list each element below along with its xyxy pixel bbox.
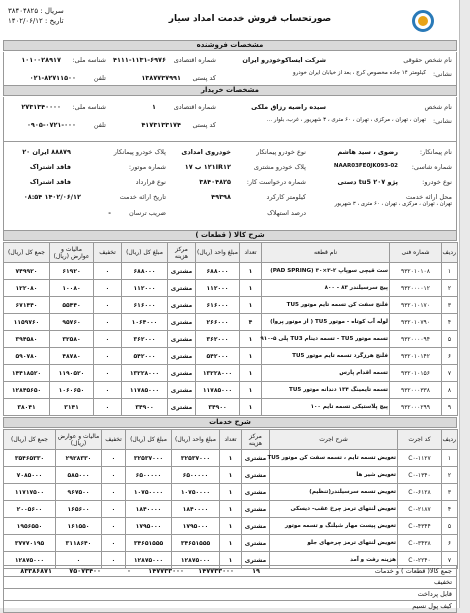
column-header: تعداد (240, 243, 262, 263)
table-cell: ۹۳۲۰۰۰۰۹۴ (390, 331, 442, 348)
table-cell: ست قیچی سوپاپ ۲-۳×۳۰ (PAD SPRING) (262, 263, 390, 280)
table-cell: ۰ (94, 263, 122, 280)
seller-postal-value: ۱۳۸۷۷۳۷۹۹۱ (141, 74, 181, 82)
table-cell: ۳۱۱۸۶۴۰ (56, 535, 102, 552)
table-row (4, 280, 458, 297)
table-cell: هزینه رفت و آمد (270, 552, 398, 569)
table-cell: ۱ (220, 552, 242, 569)
table-cell: C۰-۱۱۲۷ (398, 450, 442, 467)
table-cell: ۶۵۰۰۰۰۰ (172, 467, 220, 484)
column-header: مبلغ کل (ریال) (122, 243, 168, 263)
totals-grand: ۸۳۳۸۶۸۷۱ (20, 567, 52, 575)
table-cell: ۱۹۵۶۵۵۰ (4, 518, 56, 535)
table-row (4, 263, 458, 280)
table-cell: ۷۴۹۹۲۰ (4, 263, 50, 280)
table-cell: ۰ (102, 518, 126, 535)
column-header: جمع کل (ریال) (4, 430, 56, 450)
table-cell: ۱۳۲۲۸۰۰۰ (196, 365, 240, 382)
table-cell: ۱۲۲۰۸۰ (4, 280, 50, 297)
table-cell: ۱۳۲۲۸۰۰۰ (122, 365, 168, 382)
column-header: جمع کل (ریال) (4, 243, 50, 263)
table-cell: ۰ (94, 297, 122, 314)
table-cell: ۵۵۴۴۰ (50, 297, 94, 314)
table-row (4, 484, 458, 501)
table-cell: مشتری (168, 382, 196, 399)
parts-header-row (4, 243, 458, 263)
buyer-phone-label: تلفن (93, 121, 106, 129)
table-cell: C۰-۴۳۴۴ (398, 518, 442, 535)
table-cell: ۱۲۸۷۵۰۰۰ (4, 552, 56, 569)
table-cell: ۱۱۲۰۰۰ (196, 280, 240, 297)
seller-postal-label: کد پستی (192, 74, 216, 82)
column-header: مالیات و عوارض (ریال) (56, 430, 102, 450)
table-cell: ۰ (56, 552, 102, 569)
table-cell: تعویض شیر ها (270, 467, 398, 484)
column-header: شماره فنی (390, 243, 442, 263)
table-cell: ۱ (240, 280, 262, 297)
table-cell: تعویض لنتهای ترمز چرخ عقب- دیسکی (270, 501, 398, 518)
buyer-national-label: شناسه ملی: (72, 103, 106, 111)
service-place: تهران ، تهران ، مرکزی ، تهران ، ۶۰ متری ، ۳ شهریور (334, 201, 452, 207)
services-header-row (4, 430, 458, 450)
table-cell: ۰ (94, 382, 122, 399)
buyer-address-label: نشانی: (432, 117, 452, 125)
contractor-vehicle-type-label: نوع خودرو پیمانکار (256, 148, 306, 156)
seller-econ-label: شماره اقتصادی (173, 56, 216, 64)
table-cell: ۱۰۶۴۰۰۰ (122, 314, 168, 331)
table-cell: ۱ (220, 501, 242, 518)
table-row (4, 348, 458, 365)
footer-cash: کیف پول نسیم (3, 601, 457, 613)
table-cell: ۶۷۱۴۴۰ (4, 297, 50, 314)
page-title: صورتحساب فروش خدمت امداد سیار (168, 14, 332, 24)
table-cell: C۰-۱۳۴۰ (398, 467, 442, 484)
contract-value-1: فاقد اشتراک (29, 163, 71, 171)
table-cell: ۱۸۴۰۰۰۰ (126, 501, 172, 518)
table-cell: ۱۱۲۰۰۰ (122, 280, 168, 297)
table-cell: ۳ (442, 484, 458, 501)
table-cell: ۳۶۲۰۰۰ (122, 331, 168, 348)
table-cell: ۱۱۷۱۷۵۰۰ (4, 484, 56, 501)
seller-phone-value: ۰۲۱-۸۲۷۱۱۵۰۰ (29, 74, 76, 82)
table-cell: مشتری (242, 501, 270, 518)
table-cell: ۹۶۷۵۰۰ (56, 484, 102, 501)
column-header: تخفیف (102, 430, 126, 450)
table-cell: مشتری (242, 518, 270, 535)
owner-plate: ۱۲۱IR۱۲ ب ۱۷ (184, 163, 231, 171)
table-cell: ۳۶۲۰۰۰ (196, 331, 240, 348)
column-header: ردیف (442, 430, 458, 450)
table-row (4, 518, 458, 535)
table-cell: ۱۱۹۰۵۲۰ (50, 365, 94, 382)
km-value: ۴۹۳۹۸ (211, 193, 231, 201)
table-cell: فلنج سفت کن تسمه تایم موتور TU5 (262, 297, 390, 314)
table-row (4, 297, 458, 314)
table-cell: ۷ (442, 365, 458, 382)
company-logo (412, 10, 434, 32)
owner-plate-label: پلاک خودرو مشتری (253, 163, 306, 171)
table-cell: ۹۳۲۰۰۰۲۹۹ (390, 399, 442, 416)
parts-section-title: شرح کالا ( قطعات ) (3, 230, 457, 241)
buyer-national-value: ۲۷۳۱۳۴۰۰۰۰ (21, 103, 61, 111)
table-row (4, 450, 458, 467)
table-cell: تسمه تایمینگ ۱۳۴ دندانه موتور TU5 (262, 382, 390, 399)
seller-national-label: شناسه ملی: (72, 56, 106, 64)
table-cell: ۵۴۲۰۰۰ (196, 348, 240, 365)
table-cell: ۱۰۶۰۶۵۰ (50, 382, 94, 399)
table-cell: ۱ (240, 365, 262, 382)
date-value: ۱۴۰۲/۰۶/۱۲ (8, 17, 43, 25)
table-cell: ۹۵۷۶۰ (50, 314, 94, 331)
table-cell: ۱ (442, 263, 458, 280)
table-cell: تعویض لنتهای ترمز چرخهای جلو (270, 535, 398, 552)
table-cell: ۱۸۴۰۰۰۰ (172, 501, 220, 518)
column-header: مبلغ واحد (ریال) (172, 430, 220, 450)
table-cell: ۳۲۵۳۷۰۰۰ (172, 450, 220, 467)
buyer-econ-label: شماره اقتصادی (173, 103, 216, 111)
chassis-label: شماره شاسی: (411, 163, 452, 171)
table-cell: ۲ (442, 280, 458, 297)
table-cell: مشتری (168, 331, 196, 348)
table-cell: ۶ (442, 348, 458, 365)
table-cell: ۳۷۷۷۰۱۹۵ (4, 535, 56, 552)
seller-section-title: مشخصات فروشنده (3, 40, 457, 51)
model-value: پژو ۲۰۷ tu5 دستی (337, 178, 398, 186)
table-cell: مشتری (242, 450, 270, 467)
column-header: ردیف (442, 243, 458, 263)
table-cell: ۱۱۷۸۵۰۰۰ (122, 382, 168, 399)
table-cell: ۶۵۰۰۰۰۰ (126, 467, 172, 484)
table-cell: ۱ (240, 263, 262, 280)
table-cell: ۳ (442, 297, 458, 314)
chassis-value: NAAR03FE0JK093-02 (333, 163, 398, 169)
coef-value: - (108, 209, 111, 217)
table-cell: ۱ (240, 297, 262, 314)
buyer-name: سیده راضیه رزاق ملکی (251, 103, 326, 111)
totals-unit: ۱۴۷۷۳۳۰۰۰ (198, 567, 234, 575)
table-cell: ۳۵۴۶۵۳۳۰ (4, 450, 56, 467)
table-cell: ۱ (220, 518, 242, 535)
table-cell: ۱ (220, 450, 242, 467)
table-cell: ۵ (442, 331, 458, 348)
table-cell: ۱ (240, 331, 262, 348)
table-cell: ۶۱۶۰۰۰ (196, 297, 240, 314)
footer-discount: تخفیف (3, 577, 457, 589)
table-cell: C۰-۲۲۴۰ (398, 552, 442, 569)
request-label: شماره درخواست کار: (246, 178, 306, 186)
column-header: نام قطعه (262, 243, 390, 263)
table-cell: ۴ (240, 314, 262, 331)
table-cell: ۶۱۶۰۰۰ (122, 297, 168, 314)
table-row (4, 535, 458, 552)
seller-address: کیلومتر ۱۴ جاده مخصوص کرج ، بعد از خیابان ایران خودرو (292, 70, 426, 76)
contractor-plate-label: پلاک خودرو پیمانکار (113, 148, 166, 156)
table-cell: ۰ (102, 450, 126, 467)
table-cell: فلنج هرزگرد تسمه تایم موتور TU5 (262, 348, 390, 365)
table-row (4, 331, 458, 348)
table-cell: ۱۲۸۷۵۰۰۰ (126, 552, 172, 569)
contractor-name-label: نام پیمانکار: (419, 148, 452, 156)
table-cell: ۹۳۲۰۱۰۱۴۲ (390, 348, 442, 365)
buyer-type-label: نام شخص (424, 103, 452, 111)
totals-discount: ۰ (127, 567, 131, 575)
table-cell: تعویض پیست مهار شیلنگ و تسمه موتور (270, 518, 398, 535)
buyer-info (3, 97, 457, 141)
table-cell: ۱۱۷۸۵۰۰۰ (196, 382, 240, 399)
table-cell: ۸ (442, 382, 458, 399)
table-cell: تسمه اقدام پارس (262, 365, 390, 382)
table-cell: ۱ (220, 467, 242, 484)
column-header: تخفیف (94, 243, 122, 263)
table-cell: ۰ (94, 314, 122, 331)
parts-table (3, 242, 458, 416)
parts-body (4, 263, 458, 416)
table-cell: ۴۸۷۸۰ (50, 348, 94, 365)
table-cell: ۰ (102, 467, 126, 484)
totals-row (3, 565, 457, 577)
date-line (8, 16, 64, 26)
table-cell: ۰ (94, 365, 122, 382)
table-cell: ۰ (102, 501, 126, 518)
column-header: مبلغ واحد (ریال) (196, 243, 240, 263)
table-cell: ۹ (442, 399, 458, 416)
table-cell: ۶۸۸۰۰۰ (122, 263, 168, 280)
table-cell: ۱۷۹۵۰۰۰ (172, 518, 220, 535)
table-cell: ۱ (220, 484, 242, 501)
buyer-section-title: مشخصات خریدار (3, 85, 457, 96)
services-section-title: شرح خدمات (3, 417, 457, 428)
table-cell: ۹۳۲۰۰۰۰۱۲ (390, 280, 442, 297)
serial-label: سریال : (40, 7, 64, 15)
vehicle-info (3, 142, 457, 230)
depreciation-label: درصد استهلاک (267, 209, 306, 217)
totals-count: ۱۹ (252, 567, 260, 575)
table-cell: C۰-۳۴۳۸ (398, 535, 442, 552)
buyer-postal-label: کد پستی (192, 121, 216, 129)
services-table (3, 429, 458, 569)
table-cell: ۲۶۶۰۰۰ (196, 314, 240, 331)
serial-block (8, 6, 64, 26)
column-header: شرح اجرت (270, 430, 398, 450)
serial-value: ۳۸۴۰۴۸۲۵ (8, 7, 39, 15)
table-cell: ۱۶۱۵۵۰ (56, 518, 102, 535)
table-row (4, 365, 458, 382)
seller-national-value: ۱۰۱۰۰۲۸۹۱۷ (21, 56, 61, 64)
table-cell: ۳۴۹۰۰ (196, 399, 240, 416)
table-cell: ۲۹۲۸۳۳۰ (56, 450, 102, 467)
table-cell: تعویض تسمه تایم ، تسمه سفت کن موتور TU5 (270, 450, 398, 467)
table-cell: ۰ (94, 331, 122, 348)
seller-phone-label: تلفن (93, 74, 106, 82)
contract-label: نوع قرارداد (135, 178, 166, 186)
table-cell: ۳۱۴۱ (50, 399, 94, 416)
table-cell: ۱۰۷۵۰۰۰۰ (172, 484, 220, 501)
buyer-postal-value: ۴۱۷۳۱۳۳۱۷۴ (141, 121, 181, 129)
table-cell: ۰ (102, 552, 126, 569)
table-cell: پیچ پلاستیکی تسمه تایم ۱۰۰ (262, 399, 390, 416)
table-cell: ۵ (442, 518, 458, 535)
table-cell: ۶ (442, 535, 458, 552)
table-cell: ۱۷۹۵۰۰۰ (126, 518, 172, 535)
table-cell: ۶۱۹۲۰ (50, 263, 94, 280)
column-header: مالیات و عوارض (ریال) (50, 243, 94, 263)
table-cell: تعویض تسمه سرسیلندر(تنظیم) (270, 484, 398, 501)
table-cell: ۰ (94, 348, 122, 365)
totals-label: جمع کالا( قطعات ) و خدمات (374, 567, 452, 575)
services-body (4, 450, 458, 569)
column-header: مرکز هزینه (242, 430, 270, 450)
column-header: مبلغ کل (ریال) (126, 430, 172, 450)
table-cell: ۰ (94, 280, 122, 297)
table-cell: مشتری (168, 365, 196, 382)
table-cell: ۴ (442, 501, 458, 518)
contract-value-2: فاقد اشتراک (29, 178, 71, 186)
table-cell: ۰ (102, 535, 126, 552)
table-cell: ۷۰۸۵۰۰۰ (4, 467, 56, 484)
service-date-label: تاریخ ارائه خدمت (119, 193, 166, 201)
totals-total: ۱۴۷۷۳۳۰۰۰ (148, 567, 184, 575)
table-cell: مشتری (168, 297, 196, 314)
table-cell: ۹۳۲۰۱۰۱۵۶ (390, 365, 442, 382)
seller-econ-value: ۴۱۱۱-۱۱۳۱-۶۹۷۶ (112, 56, 166, 64)
table-cell: ۱۱۵۹۷۶۰ (4, 314, 50, 331)
table-cell: ۳۴۶۵۱۵۵۵ (126, 535, 172, 552)
table-row (4, 501, 458, 518)
table-cell: ۷ (442, 552, 458, 569)
table-cell: پیچ سرسیلندر ۸۳ - ۸۰۰ (262, 280, 390, 297)
contractor-vehicle-type: خودروی امدادی (181, 148, 231, 156)
table-cell: ۴ (442, 314, 458, 331)
table-cell: ۱ (240, 399, 262, 416)
service-date: ۱۴۰۲/۰۶/۱۲ ۰۸:۵۴ (23, 193, 81, 201)
table-cell: ۱ (442, 450, 458, 467)
buyer-address: تهران ، تهران ، مرکزی ، تهران ، ۶۰ متری ، ۳ شهریور ، غرب، بلوار ... (266, 117, 426, 123)
table-row (4, 467, 458, 484)
table-cell: ۰ (102, 484, 126, 501)
service-place-label: محل ارائه خدمت (405, 193, 452, 201)
column-header: کد اجرت (398, 430, 442, 450)
column-header: تعداد (220, 430, 242, 450)
seller-address-label: نشانی: (432, 70, 452, 78)
table-cell: ۹۳۲۰۱۰۷۹۰ (390, 314, 442, 331)
table-cell: ۳۲۵۸۰ (50, 331, 94, 348)
serial-line (8, 6, 64, 16)
table-cell: مشتری (242, 552, 270, 569)
table-cell: ۳۹۴۵۸۰ (4, 331, 50, 348)
table-cell: ۱۴۴۱۸۵۲۰ (4, 365, 50, 382)
coef-label: ضریب ترسان (129, 209, 166, 217)
table-cell: لوله آب کوتاه - موتور TU5 ( از موتور پروا) (262, 314, 390, 331)
invoice-header (0, 0, 460, 40)
table-cell: ۹۳۲۰۱۰۱۰۸ (390, 263, 442, 280)
table-cell: ۶۸۸۰۰۰ (196, 263, 240, 280)
table-row (4, 382, 458, 399)
table-cell: ۵۴۲۰۰۰ (122, 348, 168, 365)
table-cell: مشتری (242, 535, 270, 552)
buyer-econ-value: ۱ (152, 103, 156, 111)
table-cell: ۲ (442, 467, 458, 484)
table-cell: ۱ (240, 348, 262, 365)
model-label: نوع خودرو: (422, 178, 452, 186)
table-cell: ۱۶۵۶۰۰ (56, 501, 102, 518)
table-cell: مشتری (242, 484, 270, 501)
table-cell: مشتری (242, 467, 270, 484)
totals-tax: ۷۵۰۷۳۴۰۰ (69, 567, 101, 575)
table-cell: ۵۸۵۰۰۰ (56, 467, 102, 484)
table-cell: ۱۲۸۴۵۶۵۰ (4, 382, 50, 399)
contractor-plate: ۸۸۸۷۹ ایران ۲۰ (22, 148, 71, 156)
table-cell: ۲۰۰۵۶۰۰ (4, 501, 56, 518)
seller-name: شرکت ایساکوخودرو ایران (242, 56, 326, 64)
table-cell: مشتری (168, 263, 196, 280)
table-cell: مشتری (168, 348, 196, 365)
table-cell: مشتری (168, 280, 196, 297)
request-value: ۳۸۴۰۴۸۲۵ (199, 178, 231, 186)
table-cell: ۹۳۲۰۱۰۱۷۰ (390, 297, 442, 314)
engine-label: شماره موتور: (128, 163, 166, 171)
table-cell: ۱ (240, 382, 262, 399)
table-cell: ۵۹۰۷۸۰ (4, 348, 50, 365)
table-cell: ۹۳۲۰۰۰۳۳۸ (390, 382, 442, 399)
table-row (4, 399, 458, 416)
km-label: کیلومتر کارکرد (266, 193, 306, 201)
table-cell: ۳۴۹۰۰ (122, 399, 168, 416)
table-cell: ۰ (94, 399, 122, 416)
column-header: مرکز هزینه (168, 243, 196, 263)
table-cell: مشتری (168, 314, 196, 331)
table-cell: C۰-۶۱۲۸ (398, 484, 442, 501)
table-cell: ۱۰۷۵۰۰۰۰ (126, 484, 172, 501)
table-cell: ۳۸۰۴۱ (4, 399, 50, 416)
table-cell: ۱۰۰۸۰ (50, 280, 94, 297)
table-cell: C۰-۲۱۸۷ (398, 501, 442, 518)
table-cell: ۳۴۶۵۱۵۵۵ (172, 535, 220, 552)
table-cell: ۱۲۸۷۵۰۰۰ (172, 552, 220, 569)
table-row (4, 314, 458, 331)
footer-payable: قابل پرداخت (3, 589, 457, 601)
buyer-phone-value: ۰۹۰۵-۰۷۲۱-۰۰۰ (26, 121, 76, 129)
date-label: تاریخ : (45, 17, 64, 25)
table-cell: ۳۲۵۳۷۰۰۰ (126, 450, 172, 467)
table-cell: ۱ (220, 535, 242, 552)
contractor-name: رضوی ، سید هاشم (337, 148, 398, 156)
table-cell: تسمه موتور TU5 - تسمه دینام TU3 پلی ۵-۹۱۰ (262, 331, 390, 348)
table-cell: مشتری (168, 399, 196, 416)
seller-type-label: نام شخص حقوقی (403, 56, 452, 64)
